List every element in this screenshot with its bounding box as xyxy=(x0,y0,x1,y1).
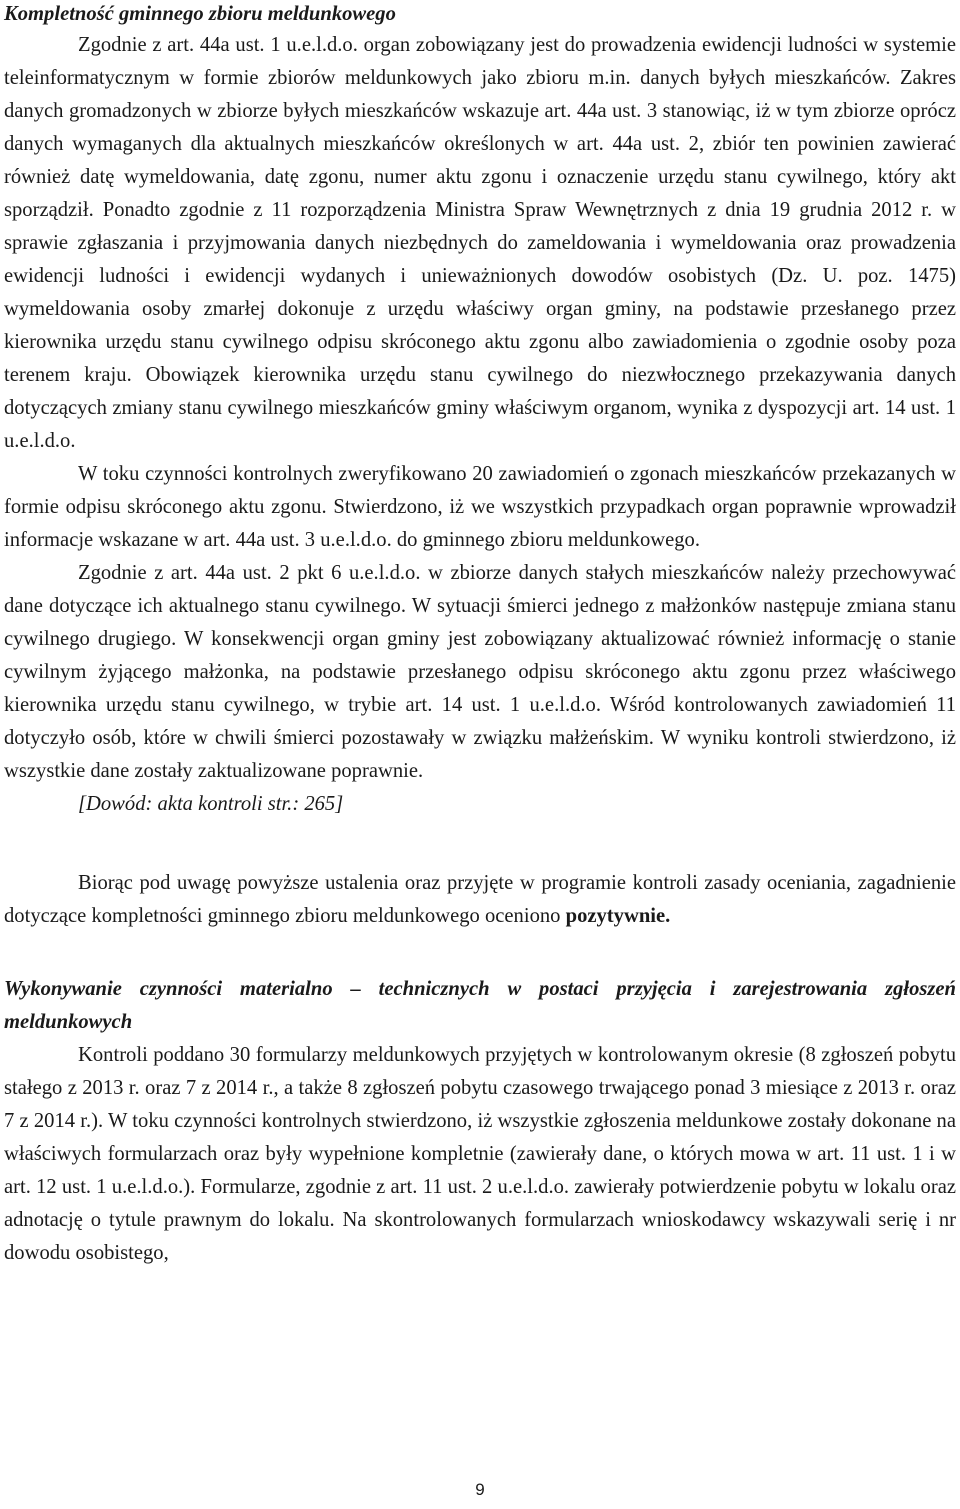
conclusion-text: Biorąc pod uwagę powyższe ustalenia oraz przyjęte w programie kontroli zasady oceniania, zagadnienie dotyczące kompletności gminnego zbioru meldunkowego oceniono xyxy=(4,872,956,927)
conclusion-result: pozytywnie. xyxy=(565,905,671,927)
paragraph-2: W toku czynności kontrolnych zweryfikowano 20 zawiadomień o zgonach mieszkańców przekazanych w formie odpisu skróconego aktu zgonu. Stwierdzono, iż we wszystkich przypadkach organ poprawnie wprowadził informacje wskazane w art. 44a ust. 3 u.e.l.d.o. do gminnego zbioru meldunkowego. xyxy=(4,463,956,551)
paragraph-3: Zgodnie z art. 44a ust. 2 pkt 6 u.e.l.d.o. w zbiorze danych stałych mieszkańców należy przechowywać dane dotyczące ich aktualnego stanu cywilnego. W sytuacji śmierci jednego z małżonków następuje zmiana stanu cywilnego drugiego. W konsekwencji organ gminy jest zobowiązany aktualizować również informację o stanie cywilnym żyjącego małżonka, na podstawie przesłanego odpisu skróconego aktu zgonu przez właściwego kierownika urzędu stanu cywilnego, w trybie art. 14 ust. 1 u.e.l.d.o. Wśród kontrolowanych zawiadomień 11 dotyczyło osób, które w chwili śmierci pozostawały w związku małżeńskim. W wyniku kontroli stwierdzono, iż wszystkie dane zostały zaktualizowane poprawnie. xyxy=(4,562,956,782)
paragraph-1: Zgodnie z art. 44a ust. 1 u.e.l.d.o. organ zobowiązany jest do prowadzenia ewidencji ludności w systemie teleinformatycznym w formie zbiorów meldunkowych jako zbioru m.in. danych byłych mieszkańców. Zakres danych gromadzonych w zbiorze byłych mieszkańców wskazuje art. 44a ust. 3 stanowiąc, iż w tym zbiorze oprócz danych wymaganych dla aktualnych mieszkańców określonych w art. 44a ust. 2, zbiór ten powinien zawierać również datę wymeldowania, datę zgonu, numer aktu zgonu i oznaczenie urzędu stanu cywilnego, który akt sporządził. Ponadto zgodnie z 11 rozporządzenia Ministra Spraw Wewnętrznych z dnia 19 grudnia 2012 r. w sprawie zgłaszania i przyjmowania danych niezbędnych do zameldowania i wymeldowania oraz prowadzenia ewidencji ludności i ewidencji wydanych i unieważnionych dowodów osobistych (Dz. U. poz. 1475) wymeldowania osoby zmarłej dokonuje z urzędu właściwy organ gminy, na podstawie przesłanego przez kierownika urzędu stanu cywilnego odpisu skróconego aktu zgonu albo zawiadomienia o zgodnie osoby poza terenem kraju. Obowiązek kierownika urzędu stanu cywilnego do niezwłocznego przekazywania danych dotyczących zmiany stanu cywilnego mieszkańców gminy właściwym organom, wynika z dyspozycji art. 14 ust. 1 u.e.l.d.o. xyxy=(4,34,956,452)
section-heading-registration: Wykonywanie czynności materialno – technicznych w postaci przyjęcia i zarejestrowania zgłoszeń meldunkowych xyxy=(4,978,956,1033)
paragraph-registration: Kontroli poddano 30 formularzy meldunkowych przyjętych w kontrolowanym okresie (8 zgłoszeń pobytu stałego z 2013 r. oraz 7 z 2014 r., a także 8 zgłoszeń pobytu czasowego trwającego ponad 3 miesiące z 2013 r. oraz 7 z 2014 r.). W toku czynności kontrolnych stwierdzono, iż wszystkie zgłoszenia meldunkowe zostały dokonane na właściwych formularzach oraz były wypełnione kompletnie (zawierały dane, o których mowa w art. 11 ust. 1 i w art. 12 ust. 1 u.e.l.d.o.). Formularze, zgodnie z art. 11 ust. 2 u.e.l.d.o. zawierały potwierdzenie pobytu w lokalu oraz adnotację o tytule prawnym do lokalu. Na skontrolowanych formularzach wnioskodawcy wskazywali serię i nr dowodu osobistego, xyxy=(4,1044,956,1264)
section-heading-completeness: Kompletność gminnego zbioru meldunkowego xyxy=(4,3,396,25)
conclusion-paragraph xyxy=(4,867,956,933)
spacer xyxy=(4,821,956,867)
page-number: 9 xyxy=(475,1480,485,1499)
spacer xyxy=(4,933,956,973)
document-page xyxy=(4,0,956,1270)
evidence-reference: [Dowód: akta kontroli str.: 265] xyxy=(78,793,344,815)
